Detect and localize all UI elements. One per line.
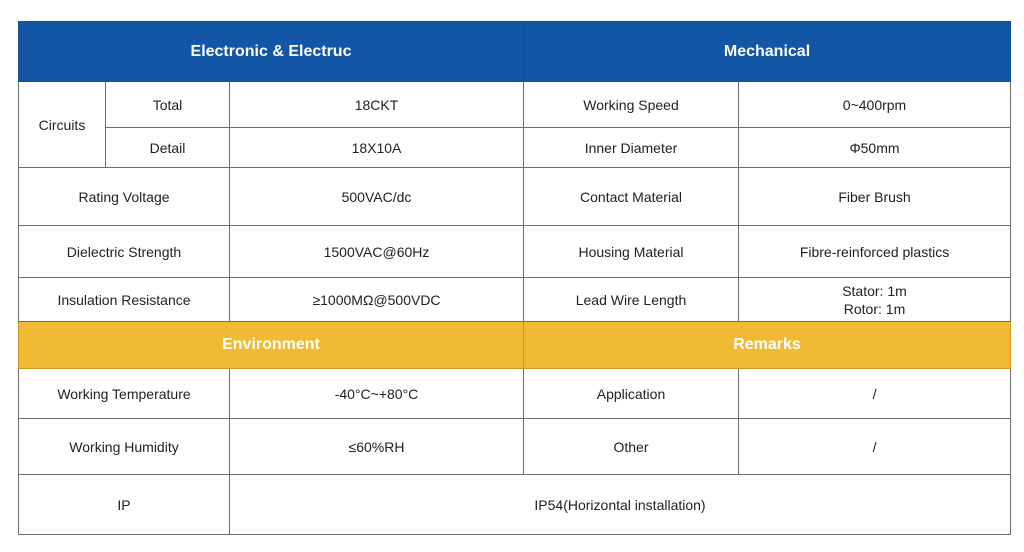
working-temperature-value: -40°C~+80°C [230,369,524,419]
section-header-environment: Environment [19,322,524,369]
header-row-bottom [19,322,1011,369]
dielectric-strength-value: 1500VAC@60Hz [230,226,524,278]
table-row [19,128,1011,168]
table-row [19,369,1011,419]
header-row-top [19,22,1011,82]
working-temperature-label: Working Temperature [19,369,230,419]
inner-diameter-value: Φ50mm [739,128,1011,168]
detail-value: 18X10A [230,128,524,168]
housing-material-value: Fibre-reinforced plastics [739,226,1011,278]
lead-wire-length-label: Lead Wire Length [524,278,739,322]
housing-material-label: Housing Material [524,226,739,278]
circuits-label: Circuits [19,82,106,168]
working-humidity-label: Working Humidity [19,419,230,475]
section-header-electronic: Electronic & Electruc [19,22,524,82]
total-value: 18CKT [230,82,524,128]
lead-wire-length-value [739,278,1011,322]
total-label: Total [106,82,230,128]
other-label: Other [524,419,739,475]
application-label: Application [524,369,739,419]
insulation-resistance-value: ≥1000MΩ@500VDC [230,278,524,322]
lead-stator-value: Stator: 1m [842,282,907,299]
spec-table [18,21,1011,535]
section-header-mechanical: Mechanical [524,22,1011,82]
table-row [19,226,1011,278]
detail-label: Detail [106,128,230,168]
lead-rotor-value: Rotor: 1m [843,300,906,317]
ip-label: IP [19,475,230,535]
table-row [19,168,1011,226]
contact-material-label: Contact Material [524,168,739,226]
table-row [19,82,1011,128]
ip-value: IP54(Horizontal installation) [230,475,1011,535]
rating-voltage-value: 500VAC/dc [230,168,524,226]
contact-material-value: Fiber Brush [739,168,1011,226]
section-header-remarks: Remarks [524,322,1011,369]
working-speed-value: 0~400rpm [739,82,1011,128]
table-row [19,475,1011,535]
working-speed-label: Working Speed [524,82,739,128]
rating-voltage-label: Rating Voltage [19,168,230,226]
dielectric-strength-label: Dielectric Strength [19,226,230,278]
working-humidity-value: ≤60%RH [230,419,524,475]
table-row [19,419,1011,475]
insulation-resistance-label: Insulation Resistance [19,278,230,322]
table-row [19,278,1011,322]
other-value: / [739,419,1011,475]
application-value: / [739,369,1011,419]
inner-diameter-label: Inner Diameter [524,128,739,168]
